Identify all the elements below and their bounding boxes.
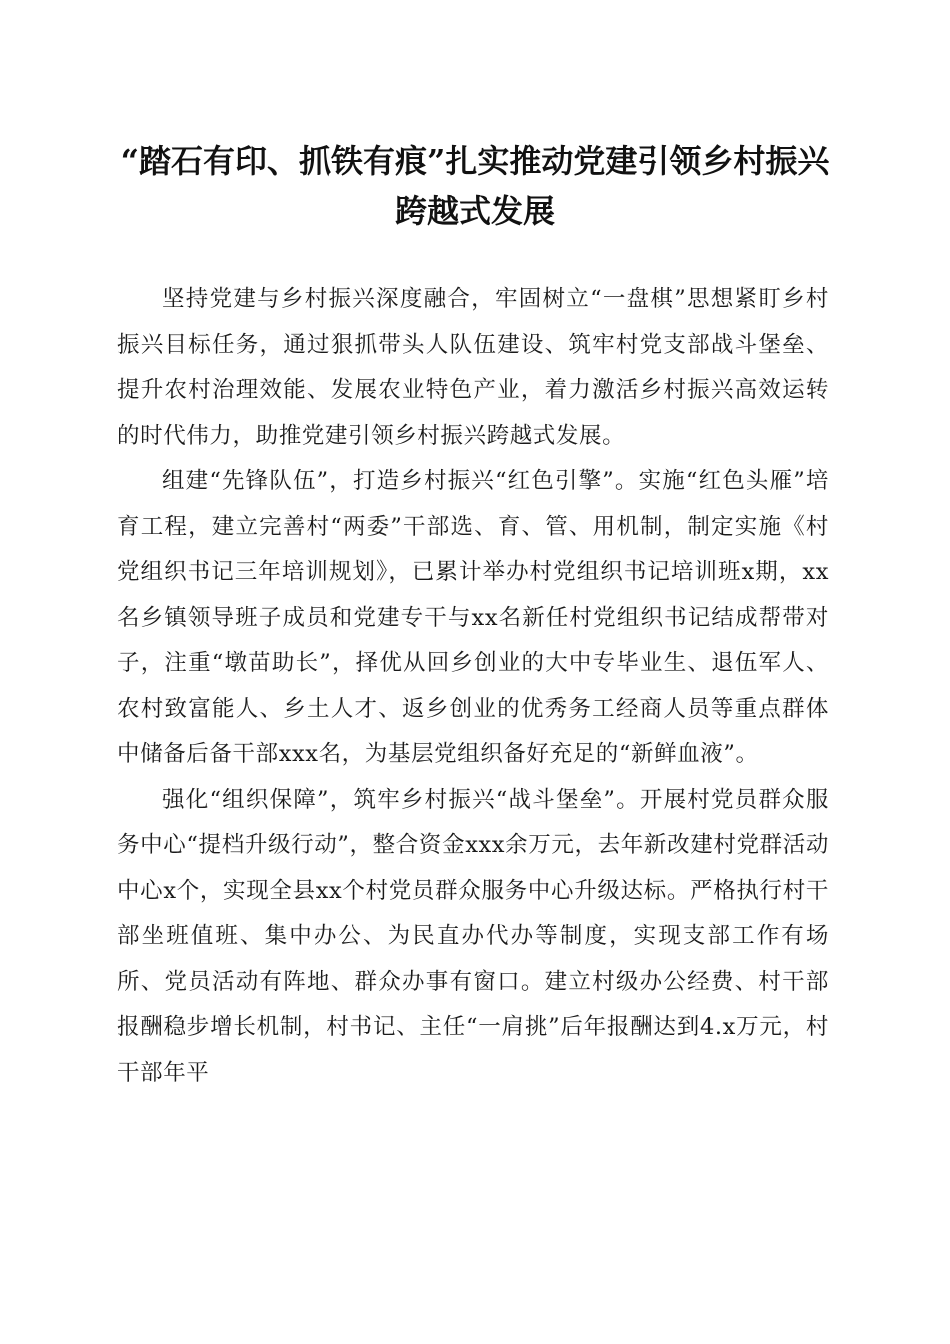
- document-title: “踏石有印、抓铁有痕”扎实推动党建引领乡村振兴跨越式发展: [120, 142, 830, 230]
- paragraph-intro: 坚持党建与乡村振兴深度融合，牢固树立“一盘棋”思想紧盯乡村振兴目标任务，通过狠抓带头人队伍建设、筑牢村党支部战斗堡垒、提升农村治理效能、发展农业特色产业，着力激活乡村振兴高效运转的时代伟力，助推党建引领乡村振兴跨越式发展。: [117, 286, 829, 449]
- paragraph-organization-guarantee: 强化“组织保障”，筑牢乡村振兴“战斗堡垒”。开展村党员群众服务中心“提档升级行动”，整合资金xxx余万元，去年新改建村党群活动中心x个，实现全县xx个村党员群众服务中心升级达标。严格执行村干部坐班值班、集中办公、为民直办代办等制度，实现支部工作有场所、党员活动有阵地、群众办事有窗口。建立村级办公经费、村干部报酬稳步增长机制，村书记、主任“一肩挑”后年报酬达到4.x万元，村干部年平: [117, 786, 829, 1086]
- document-body: [117, 277, 829, 1096]
- paragraph-vanguard-team: 组建“先锋队伍”，打造乡村振兴“红色引擎”。实施“红色头雁”培育工程，建立完善村“两委”干部选、育、管、用机制，制定实施《村党组织书记三年培训规划》，已累计举办村党组织书记培训班x期，xx名乡镇领导班子成员和党建专干与xx名新任村党组织书记结成帮带对子，注重“墩苗助长”，择优从回乡创业的大中专毕业生、退伍军人、农村致富能人、乡土人才、返乡创业的优秀务工经商人员等重点群体中储备后备干部xxx名，为基层党组织备好充足的“新鲜血液”。: [117, 468, 829, 767]
